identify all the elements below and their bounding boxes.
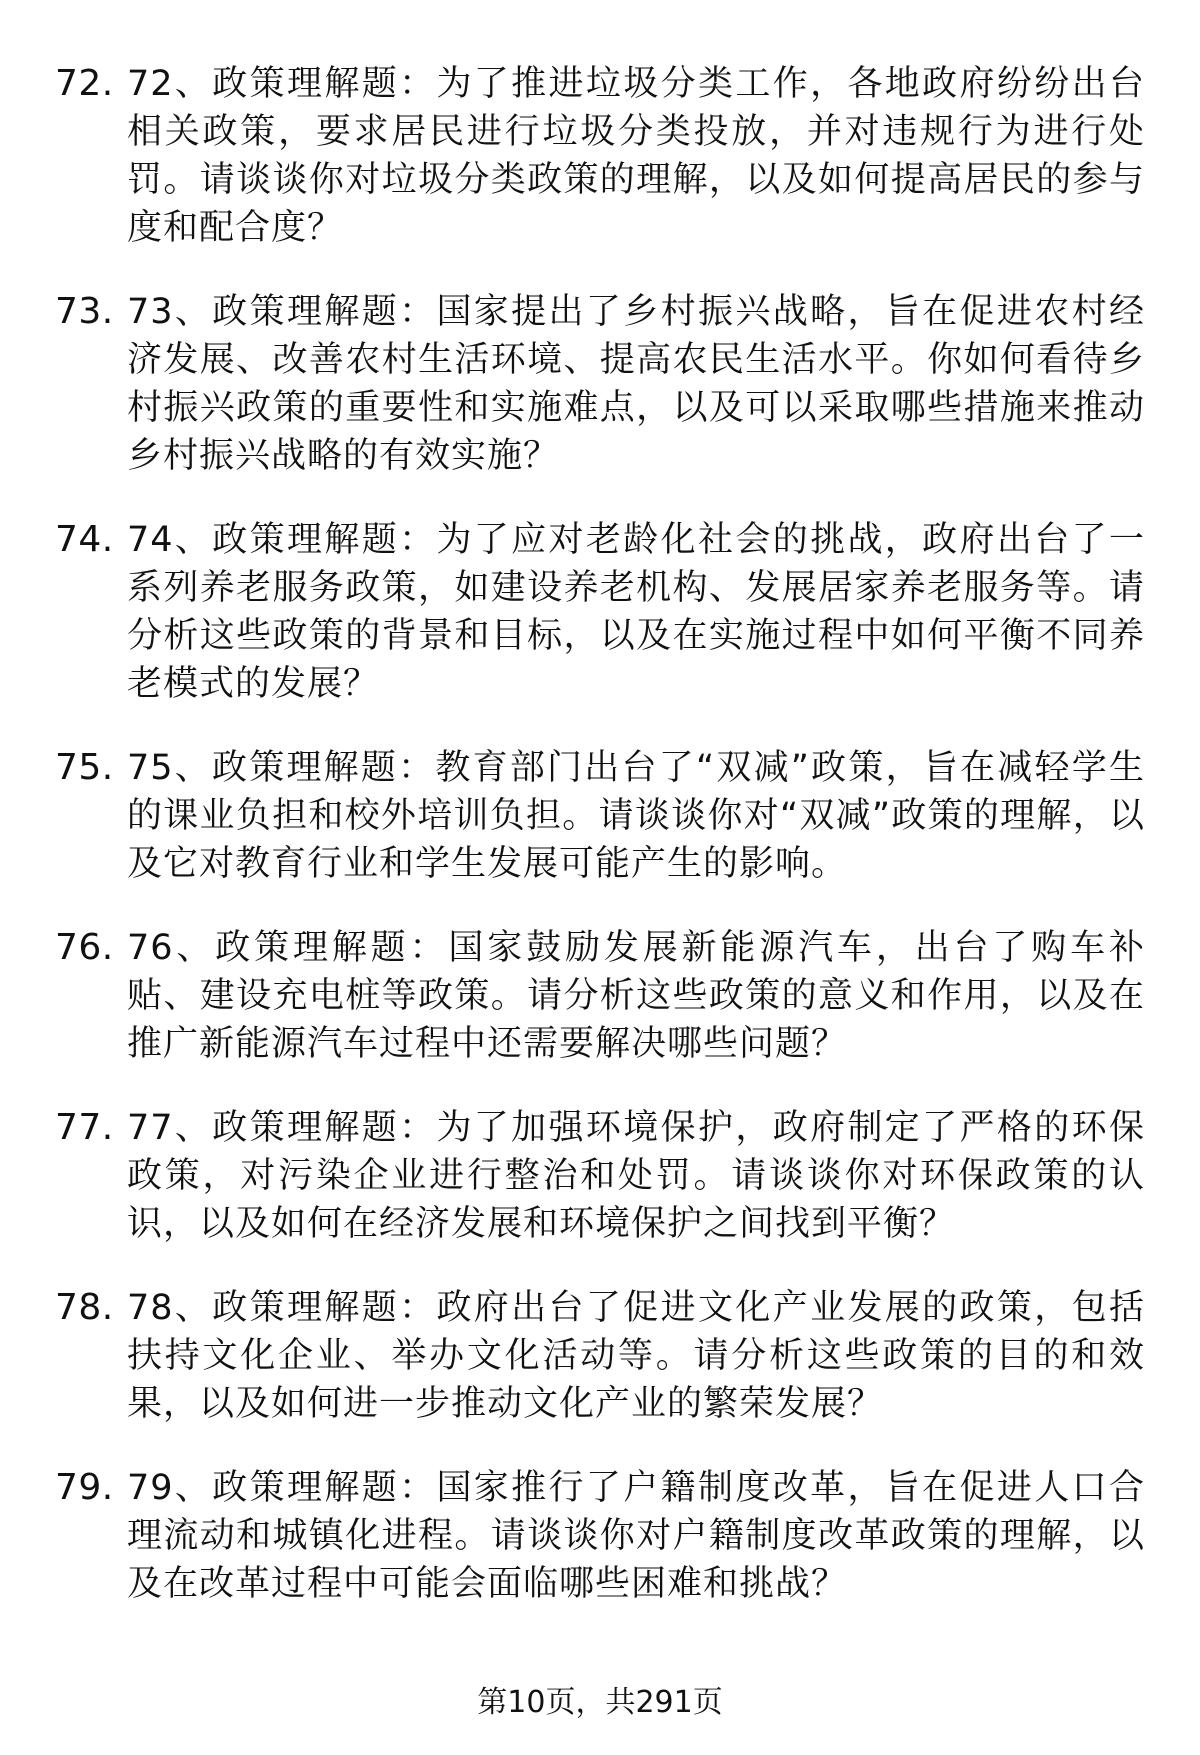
question-number: 77.	[55, 1107, 114, 1148]
page-number-label: 第10页，共291页	[477, 1685, 723, 1720]
question-list	[55, 60, 1145, 1644]
page-footer	[0, 1683, 1200, 1723]
question-item-77	[55, 1104, 1145, 1248]
question-text: 79、政策理解题：国家推行了户籍制度改革，旨在促进人口合理流动和城镇化进程。请谈谈你对户籍制度改革政策的理解，以及在改革过程中可能会面临哪些困难和挑战？	[127, 1468, 1145, 1604]
question-text: 78、政策理解题：政府出台了促进文化产业发展的政策，包括扶持文化企业、举办文化活动等。请分析这些政策的目的和效果，以及如何进一步推动文化产业的繁荣发展？	[127, 1288, 1145, 1424]
question-item-74	[55, 516, 1145, 708]
question-item-79	[55, 1464, 1145, 1608]
question-text: 74、政策理解题：为了应对老龄化社会的挑战，政府出台了一系列养老服务政策，如建设养老机构、发展居家养老服务等。请分析这些政策的背景和目标，以及在实施过程中如何平衡不同养老模式的发展？	[127, 520, 1145, 704]
question-text: 75、政策理解题：教育部门出台了“双减”政策，旨在减轻学生的课业负担和校外培训负担。请谈谈你对“双减”政策的理解，以及它对教育行业和学生发展可能产生的影响。	[127, 748, 1145, 884]
question-item-75	[55, 744, 1145, 888]
question-item-72	[55, 60, 1145, 252]
question-number: 75.	[55, 747, 114, 788]
question-number: 74.	[55, 519, 114, 560]
question-text: 77、政策理解题：为了加强环境保护，政府制定了严格的环保政策，对污染企业进行整治和处罚。请谈谈你对环保政策的认识，以及如何在经济发展和环境保护之间找到平衡？	[127, 1108, 1145, 1244]
question-text: 72、政策理解题：为了推进垃圾分类工作，各地政府纷纷出台相关政策，要求居民进行垃圾分类投放，并对违规行为进行处罚。请谈谈你对垃圾分类政策的理解，以及如何提高居民的参与度和配合度？	[127, 64, 1145, 248]
question-text: 76、政策理解题：国家鼓励发展新能源汽车，出台了购车补贴、建设充电桩等政策。请分析这些政策的意义和作用，以及在推广新能源汽车过程中还需要解决哪些问题？	[127, 928, 1145, 1064]
question-number: 76.	[55, 927, 114, 968]
question-number: 72.	[55, 63, 114, 104]
question-number: 79.	[55, 1467, 114, 1508]
question-text: 73、政策理解题：国家提出了乡村振兴战略，旨在促进农村经济发展、改善农村生活环境、提高农民生活水平。你如何看待乡村振兴政策的重要性和实施难点，以及可以采取哪些措施来推动乡村振兴战略的有效实施？	[127, 292, 1145, 476]
question-item-73	[55, 288, 1145, 480]
question-item-78	[55, 1284, 1145, 1428]
question-number: 73.	[55, 291, 114, 332]
question-item-76	[55, 924, 1145, 1068]
question-number: 78.	[55, 1287, 114, 1328]
